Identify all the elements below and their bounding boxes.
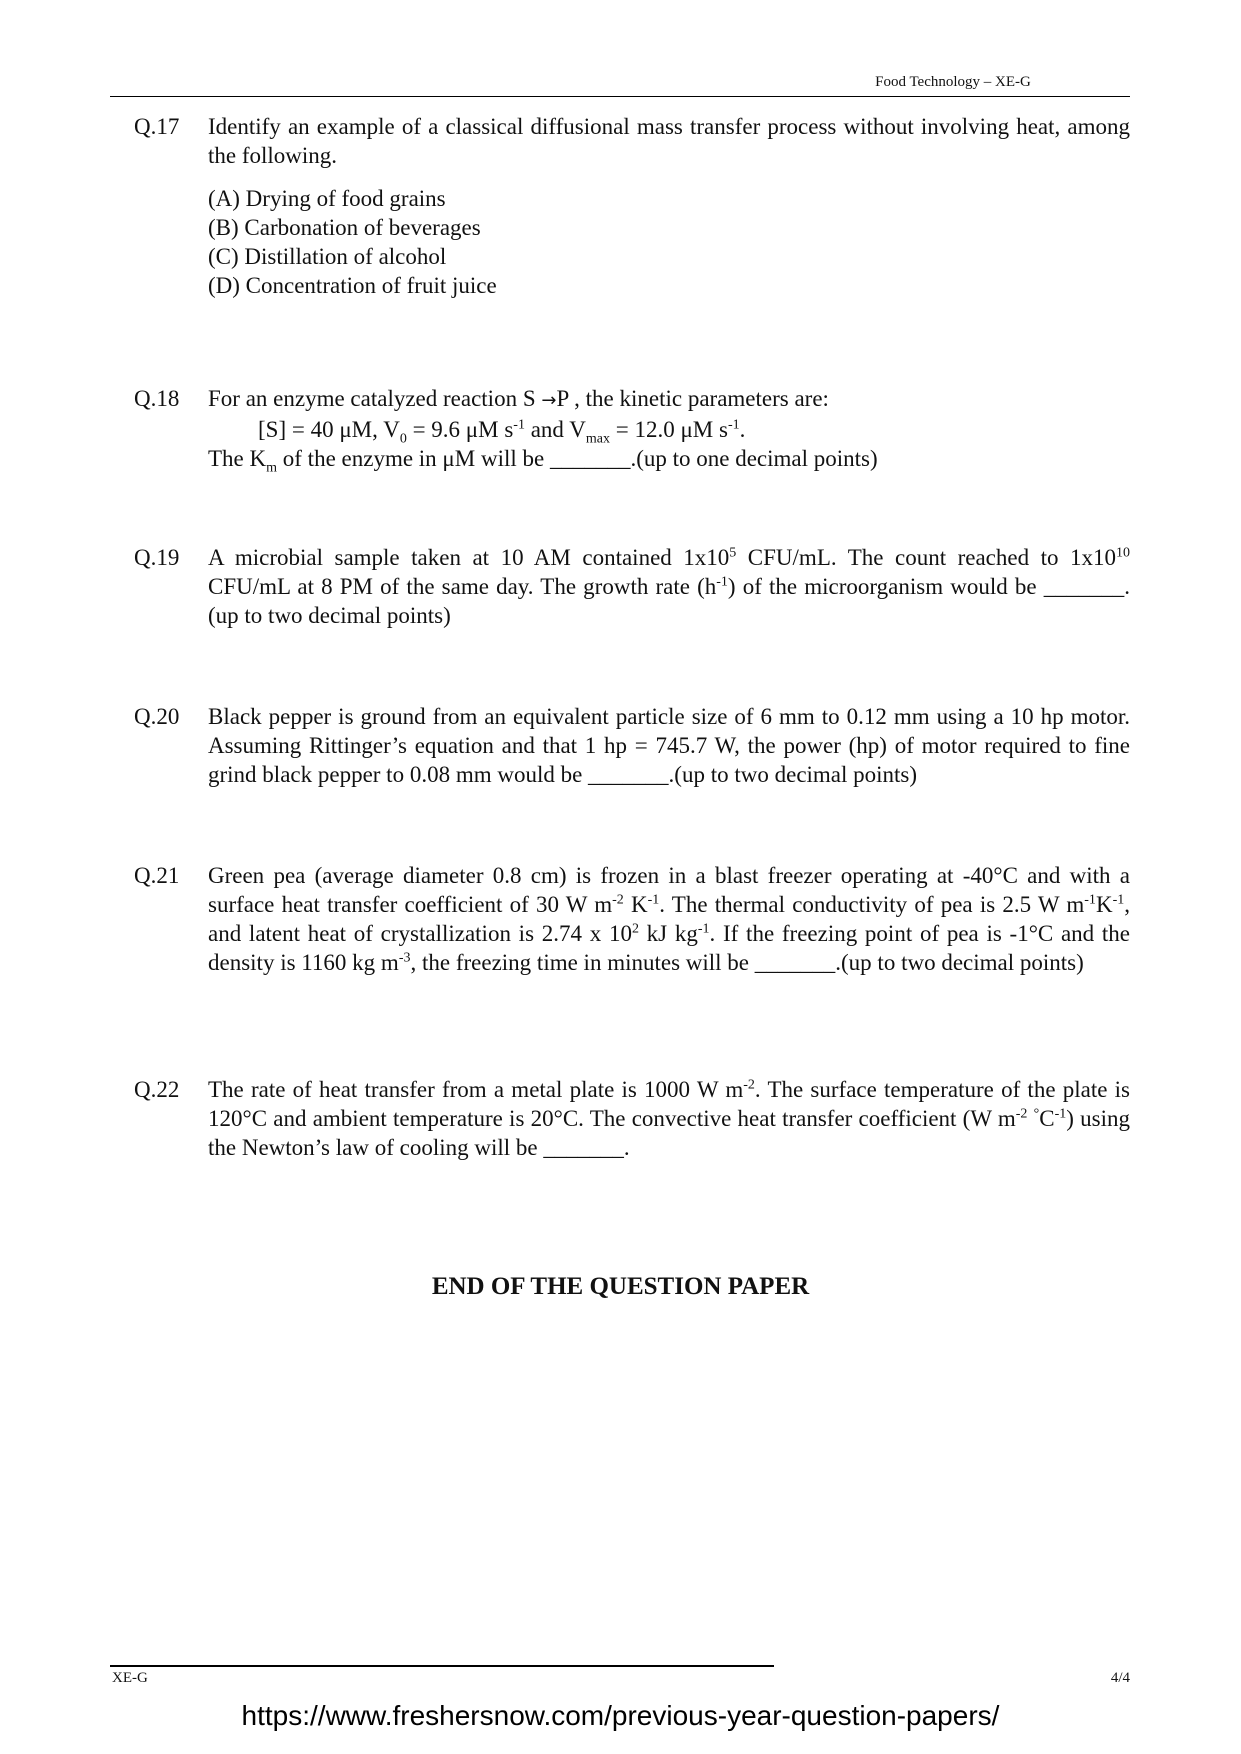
option-c: (C) Distillation of alcohol (208, 244, 447, 269)
option-d: (D) Concentration of fruit juice (208, 273, 497, 298)
question-line-1: For an enzyme catalyzed reaction S →P , the kinetic parameters are: (208, 386, 829, 411)
source-url-link[interactable]: https://www.freshersnow.com/previous-year-question-papers/ (241, 1700, 1000, 1731)
question-text: A microbial sample taken at 10 AM contained $1x10^5$ CFU/mL. The count reached to $1x10^{10}$ CFU/mL at 8 PM of the same day. The growth rate $(h^{-1})$ of the microorganism would be _______.(up to two decimal points) (208, 545, 1130, 628)
question-22 (134, 1075, 1130, 1162)
question-21 (134, 861, 1130, 977)
header-title: Food Technology – XE-G (875, 74, 1031, 90)
question-text: Identify an example of a classical diffusional mass transfer process without involving heat, among the following. (208, 114, 1130, 168)
question-number: Q.19 (134, 545, 180, 570)
question-line-3: The $K_m$ of the enzyme in μM will be _______.(up to one decimal points) (208, 446, 878, 476)
question-text: The rate of heat transfer from a metal plate is 1000 W $m^{-2}$. The surface temperature of the plate is 120°C and ambient temperature is 20°C. The convective heat transfer coefficient (W $m^{-2}$ $^\circ C^{-1}$) using the Newton’s law of cooling will be _______. (208, 1077, 1131, 1160)
question-19 (134, 543, 1130, 630)
question-line-2: [S] = 40 μM, $V_0 = 9.6$ μM $s^{-1}$ and $V_{max} = 12.0$ μM $s^{-1}$. (258, 417, 746, 447)
question-number: Q.22 (134, 1077, 180, 1102)
footer-paper-code: XE-G (112, 1670, 148, 1686)
question-number: Q.17 (134, 114, 180, 139)
option-b: (B) Carbonation of beverages (208, 215, 481, 240)
option-a: (A) Drying of food grains (208, 186, 446, 211)
end-of-paper-title: END OF THE QUESTION PAPER (431, 1273, 810, 1300)
option-list (208, 184, 1130, 300)
question-18 (134, 384, 1130, 476)
header-divider (110, 96, 1130, 97)
question-text: Black pepper is ground from an equivalent particle size of 6 mm to 0.12 mm using a 10 hp motor. Assuming Rittinger’s equation and that 1 hp = 745.7 W, the power (hp) of motor required to fine grind black pepper to 0.08 mm would be _______.(up to two decimal points) (208, 704, 1130, 787)
page-number: 4/4 (1110, 1670, 1130, 1686)
question-20 (134, 702, 1130, 789)
footer-divider (110, 1665, 774, 1667)
question-17 (134, 112, 1130, 300)
question-number: Q.21 (134, 863, 180, 888)
reaction-arrow-icon: → (541, 390, 557, 411)
question-number: Q.18 (134, 386, 180, 411)
question-number: Q.20 (134, 704, 180, 729)
question-text: Green pea (average diameter 0.8 cm) is frozen in a blast freezer operating at -40°C and with a surface heat transfer coefficient of 30 W $m^{-2}$ $K^{-1}$. The thermal conductivity of pea is 2.5 W $m^{-1}K^{-1}$, and latent heat of crystallization is 2.74 x $10^2$ kJ $kg^{-1}$. If the freezing point of pea is -1°C and the density is 1160 kg $m^{-3}$, the freezing time in minutes will be _______.(up to two decimal points) (208, 863, 1131, 975)
